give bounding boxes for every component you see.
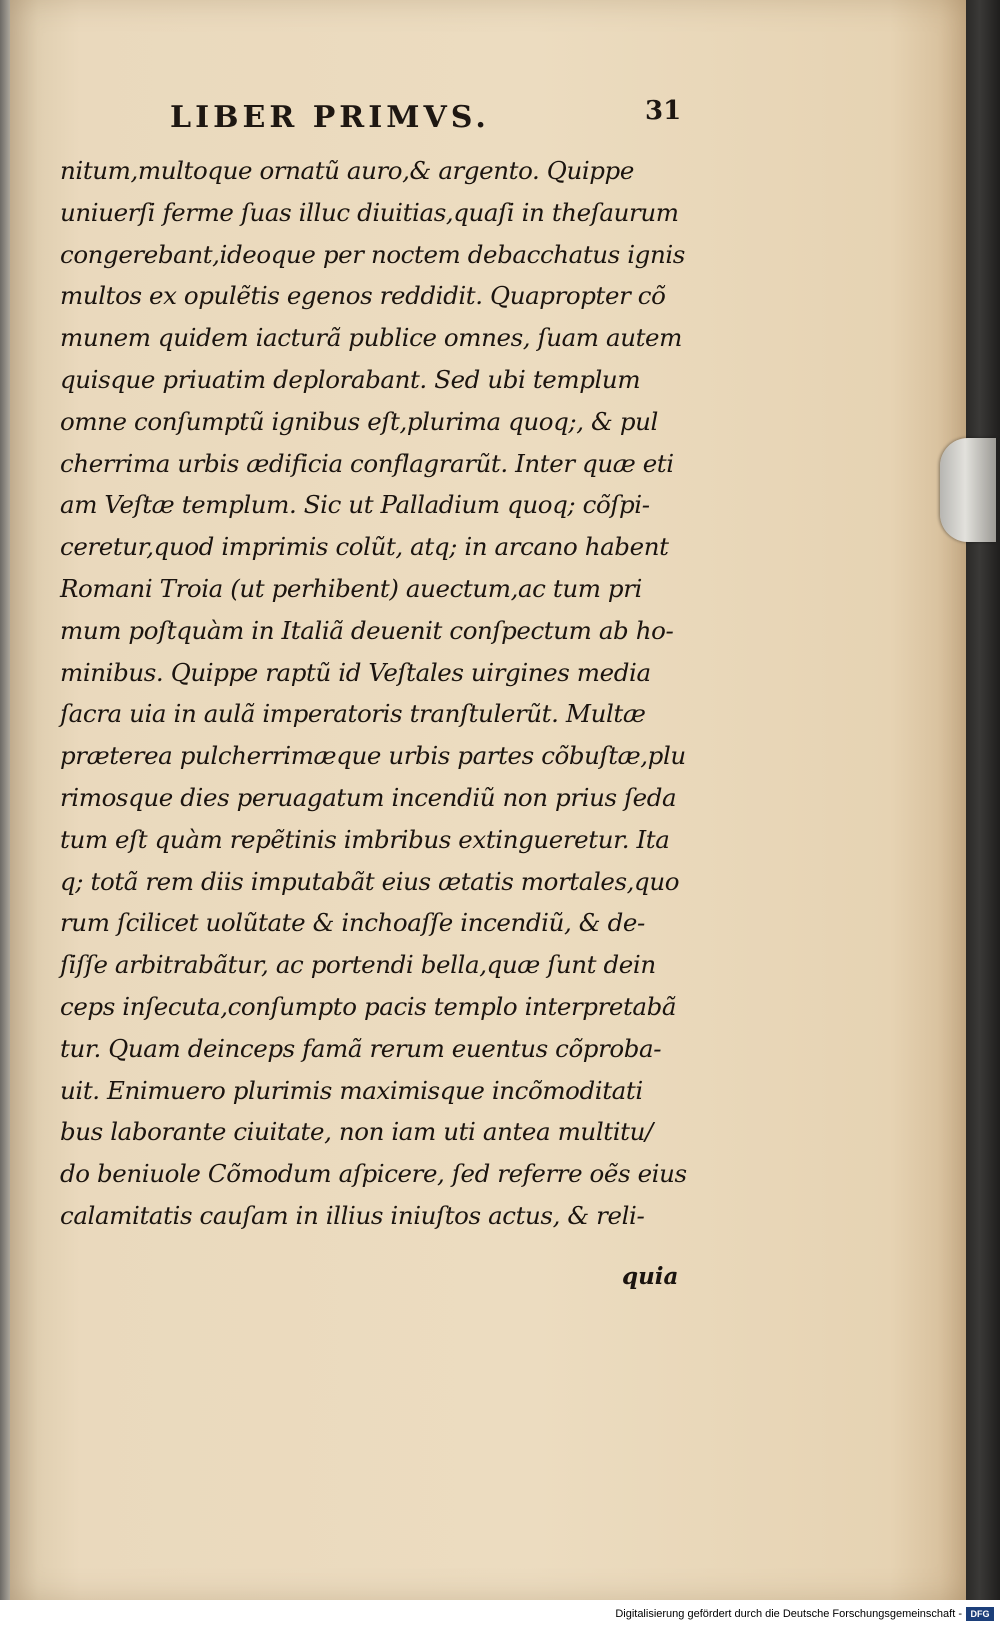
text-line: munem quidem iacturã publice omnes, ſuam autem xyxy=(60,323,682,353)
text-line: q; totã rem diis imputabãt eius ætatis mortales,quo xyxy=(60,866,680,896)
text-line: rum ſcilicet uolũtate & inchoaſſe incendiũ, & de- xyxy=(60,908,645,938)
text-line: bus laborante ciuitate, non iam uti antea multitu/ xyxy=(60,1117,653,1147)
body-text xyxy=(60,150,710,1237)
text-line: nitum,multoque ornatũ auro,& argento. Quippe xyxy=(60,156,634,185)
catchword: quia xyxy=(622,1263,679,1290)
text-line: uit. Enimuero plurimis maximisque incõmoditati xyxy=(60,1075,643,1105)
text-line: ceps inſecuta,conſumpto pacis templo interpretabã xyxy=(60,991,677,1021)
footer-bar xyxy=(0,1600,1000,1630)
text-line: Romani Troia (ut perhibent) auectum,ac tum pri xyxy=(60,573,642,603)
book-page xyxy=(10,0,970,1600)
running-head: LIBER PRIMVS. xyxy=(170,100,490,135)
book-binding xyxy=(966,0,1000,1600)
text-line: omne conſumptũ ignibus eſt,plurima quoq;, & pul xyxy=(60,406,658,436)
text-line: calamitatis cauſam in illius iniuſtos actus, & reli- xyxy=(60,1200,645,1230)
text-line: rimosque dies peruagatum incendiũ non prius ſeda xyxy=(60,782,677,812)
dfg-logo: DFG xyxy=(966,1607,994,1621)
clasp-tab xyxy=(940,438,996,542)
text-line: am Veſtæ templum. Sic ut Palladium quoq; cõſpi- xyxy=(60,490,650,520)
text-line: ſiſſe arbitrabãtur, ac portendi bella,quæ ſunt dein xyxy=(60,950,656,980)
text-line: minibus. Quippe raptũ id Veſtales uirgines media xyxy=(60,657,651,687)
page-number: 31 xyxy=(645,96,682,126)
text-line: ſacra uia in aulã imperatoris tranſtulerũt. Multæ xyxy=(60,699,646,729)
text-line: mum poſtquàm in Italiã deuenit conſpectum ab ho- xyxy=(60,615,674,645)
text-line: præterea pulcherrimæque urbis partes cõbuſtæ,plu xyxy=(60,741,686,771)
text-line: cherrima urbis ædificia conflagrarũt. Inter quæ eti xyxy=(60,448,674,478)
text-line: tum eſt quàm repẽtinis imbribus extingueretur. Ita xyxy=(60,824,670,854)
text-line: quisque priuatim deplorabant. Sed ubi templum xyxy=(60,364,641,394)
text-line: ceretur,quod imprimis colũt, atq; in arcano habent xyxy=(60,532,669,562)
text-line: do beniuole Cõmodum aſpicere, ſed referre oẽs eius xyxy=(60,1159,687,1189)
text-line: uniuerſi ferme ſuas illuc diuitias,quaſi in theſaurum xyxy=(60,197,679,227)
text-line: tur. Quam deinceps famã rerum euentus cõproba- xyxy=(60,1033,662,1063)
funding-credit: Digitalisierung gefördert durch die Deutsche Forschungsgemeinschaft - xyxy=(615,1608,962,1620)
text-line: congerebant,ideoque per noctem debacchatus ignis xyxy=(60,239,685,269)
text-line: multos ex opulẽtis egenos reddidit. Quapropter cõ xyxy=(60,281,666,311)
